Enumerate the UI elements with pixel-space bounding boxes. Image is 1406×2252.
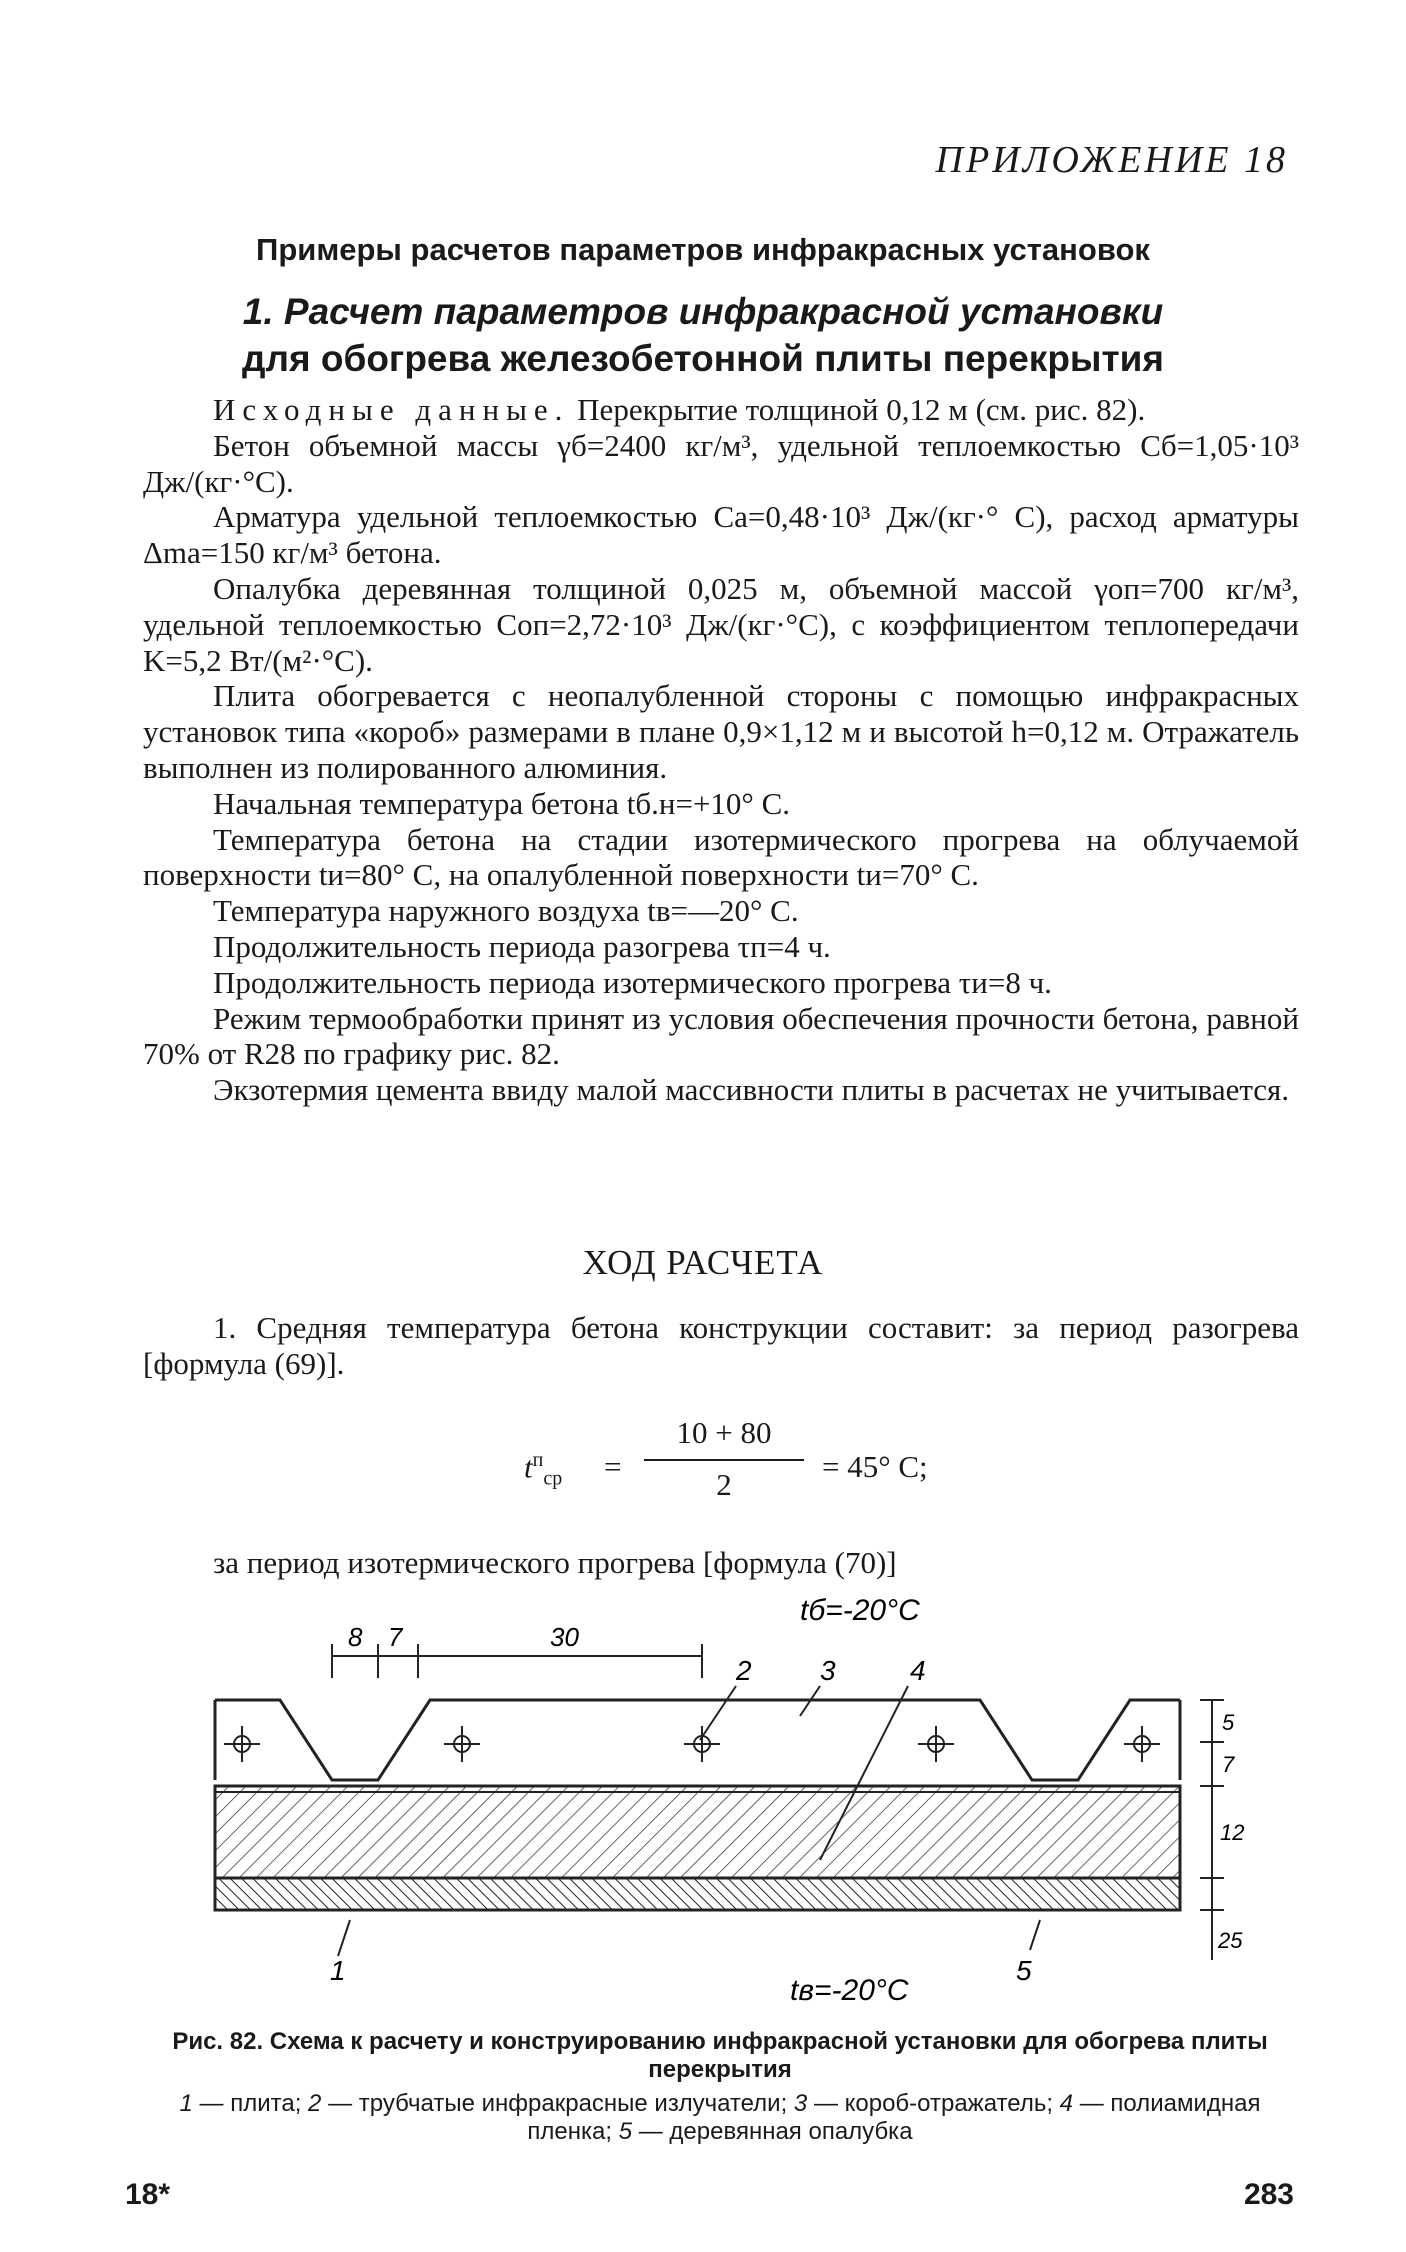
bottom-temp-label: tв=-20°С [790,1974,909,2007]
legend-text-2: — трубчатые инфракрасные излучатели; [321,2090,794,2117]
formula-numerator: 10 + 80 [676,1415,772,1450]
source-data-lead-label: Исходные данные. [213,392,570,427]
paragraph-initial-temp: Начальная температура бетона tб.н=+10° С. [213,785,790,821]
concrete-slab [215,1786,1180,1878]
emitter-2 [444,1726,480,1762]
formula-lhs-sup: п [532,1449,544,1471]
signature-mark: 18* [125,2178,171,2211]
paragraph-regime: Режим термообработки принят из условия обеспечения прочности бетона, равной 70% от R28 по графику рис. 82. [143,1000,1299,1072]
legend-text-3: — короб-отражатель; [807,2090,1060,2117]
emitter-4 [918,1726,954,1762]
paragraph-formwork: Опалубка деревянная толщиной 0,025 м, объемной массой γоп=700 кг/м³, удельной теплоемкостью Cоп=2,72·10³ Дж/(кг·°С), с коэффициентом теплопередачи K=5,2 Вт/(м²·°С). [143,570,1299,678]
dim-right-25: 25 [1218,1928,1243,1953]
legend-text-4: — полиамидная пленка; [527,2090,1261,2145]
label-1: 1 [330,1955,346,1986]
source-data-block [143,392,1299,1108]
label-2: 2 [736,1655,752,1686]
formula-result: = 45° С; [822,1449,928,1484]
section-title: Примеры расчетов параметров инфракрасных установок [256,232,1150,267]
dim-right-12: 12 [1220,1820,1245,1845]
page-number: 283 [1243,2178,1294,2211]
emitter-5 [1124,1726,1160,1762]
top-temp-label: tб=-20°С [800,1594,920,1627]
formula-fraction-bar [644,1459,804,1461]
legend-text-1: — плита; [192,2090,309,2117]
paragraph-exotherm: Экзотермия цемента ввиду малой массивности плиты в расчетах не учитывается. [213,1072,1290,1108]
label-5: 5 [1016,1955,1032,1986]
dim-8: 8 [348,1622,363,1652]
source-data-lead [143,392,1299,428]
figure-legend [140,2090,1300,2146]
emitter-1 [224,1726,260,1762]
paragraph-outdoor-temp: Температура наружного воздуха tв=—20° С. [213,893,799,929]
legend-num-1: 1 [179,2090,193,2117]
calc-block [143,1310,1299,1382]
formula-denominator: 2 [716,1467,732,1502]
formula-lhs-base: t [524,1449,533,1485]
paragraph-isothermal-temp: Температура бетона на стадии изотермического прогрева на облучаемой поверхности tи=80° С, на опалубленной поверхности tи=70° С. [143,821,1299,893]
ir-emitters [224,1726,1160,1762]
appendix-header: ПРИЛОЖЕНИЕ 18 [935,139,1288,181]
subtitle-line-1: 1. Расчет параметров инфракрасной установки [242,291,1164,332]
paragraph-reinforcement: Арматура удельной теплоемкостью Cа=0,48·10³ Дж/(кг·° С), расход арматуры Δmа=150 кг/м³ бетона. [143,499,1299,571]
dim-right-7: 7 [1222,1752,1235,1777]
reflector-box-outline [215,1700,1180,1780]
formula-avg-temp [500,1415,940,1525]
dim-right-5: 5 [1222,1710,1235,1735]
calc-paragraph-2: за период изотермического прогрева [формула (70)] [213,1545,897,1580]
dim-7: 7 [388,1622,403,1652]
paragraph-heatup-duration: Продолжительность периода разогрева τп=4 ч. [213,928,831,964]
formula-equals: = [604,1449,622,1484]
formula-lhs-sub: ср [543,1467,563,1490]
legend-num-5: 5 [618,2118,633,2145]
figure-82-diagram [180,1580,1250,2010]
figure-caption: Рис. 82. Схема к расчету и конструированию инфракрасной установки для обогрева плиты перекрытия [172,2028,1268,2083]
label-4: 4 [910,1655,926,1686]
label-3: 3 [820,1655,836,1686]
paragraph-heating: Плита обогревается с неопалубленной стороны с помощью инфракрасных установок типа «короб» размерами в плане 0,9×1,12 м и высотой h=0,12 м. Отражатель выполнен из полированного алюминия. [143,678,1299,785]
subtitle-line-2: для обогрева железобетонной плиты перекрытия [242,338,1164,379]
paragraph-concrete: Бетон объемной массы γб=2400 кг/м³, удельной теплоемкостью Cб=1,05·10³ Дж/(кг·°С). [143,427,1299,499]
legend-num-4: 4 [1059,2090,1074,2117]
legend-num-2: 2 [308,2090,322,2117]
legend-num-3: 3 [793,2090,808,2117]
emitter-3 [684,1726,720,1762]
source-data-lead-text: Перекрытие толщиной 0,12 м (см. рис. 82). [569,392,1146,427]
calc-paragraph-1: 1. Средняя температура бетона конструкции составит: за период разогрева [формула (69)]. [143,1310,1299,1381]
paragraph-isothermal-duration: Продолжительность периода изотермического прогрева τи=8 ч. [213,964,1052,1000]
subtitle [0,288,1406,382]
wooden-formwork [215,1878,1180,1910]
legend-text-5: — деревянная опалубка [632,2118,913,2145]
dim-30: 30 [550,1622,579,1652]
formula-lhs [524,1449,562,1491]
calc-heading: ХОД РАСЧЕТА [582,1243,824,1282]
